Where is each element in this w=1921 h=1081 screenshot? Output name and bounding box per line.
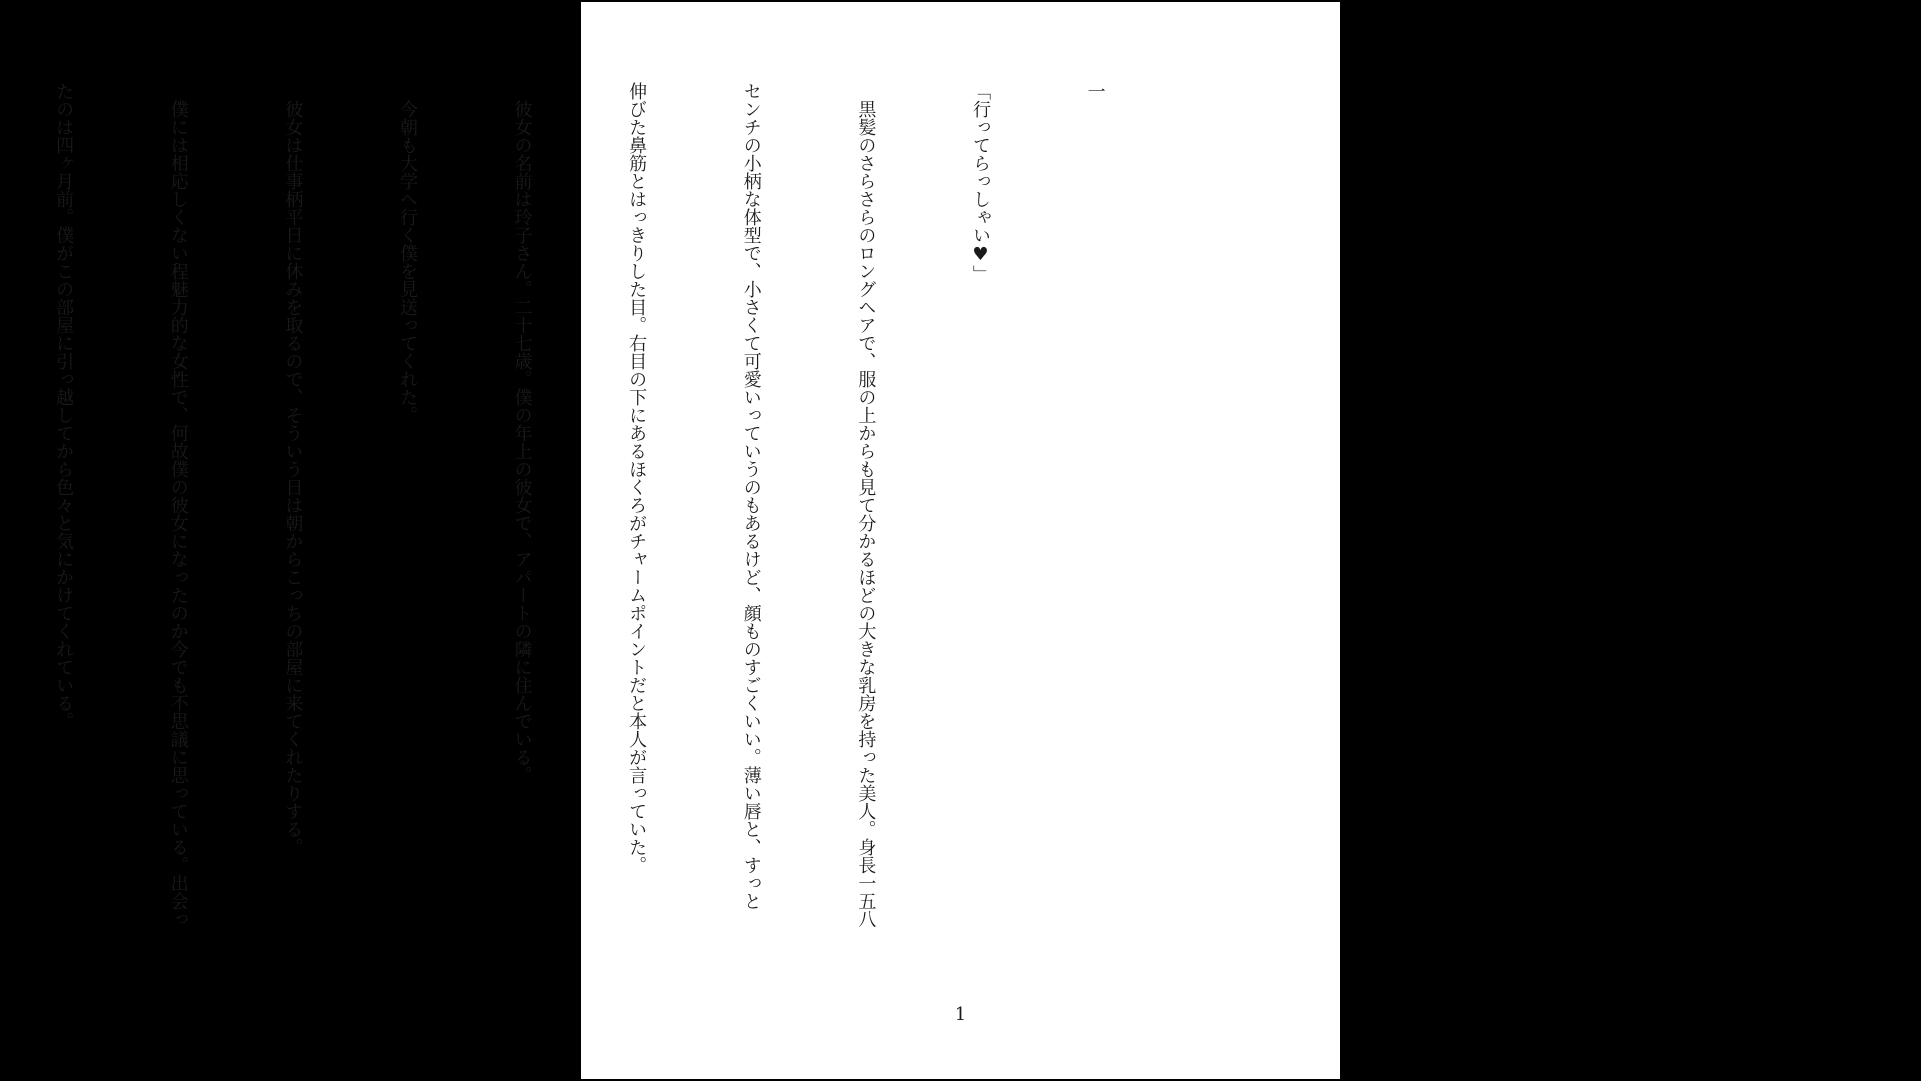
text-line: 僕には相応しくない程魅力的な女性で、何故僕の彼女になったのか今でも不思議に思っている。出会っ bbox=[167, 82, 189, 928]
text-line: 「行ってらっしゃい♥」 bbox=[969, 82, 991, 283]
text-line: 彼女は仕事柄平日に休みを取るので、そういう日は朝からこっちの部屋に来てくれたりする。 bbox=[282, 82, 304, 856]
vertical-text-block bbox=[0, 82, 1190, 1022]
text-line: たのは四ヶ月前。僕がこの部屋に引っ越してから色々と気にかけてくれている。 bbox=[53, 82, 75, 730]
document-page bbox=[53, 2, 1340, 1079]
page-number: 1 bbox=[954, 1004, 967, 1025]
text-line: 伸びた鼻筋とはっきりした目。右目の下にあるほくろがチャームポイントだと本人が言っていた。 bbox=[626, 82, 648, 874]
text-line: 今朝も大学へ行く僕を見送ってくれた。 bbox=[396, 82, 418, 424]
text-line: 黒髪のさらさらのロングヘアで、服の上からも見て分かるほどの大きな乳房を持った美人。身長一五八 bbox=[855, 82, 877, 928]
text-line: センチの小柄な体型で、小さくて可愛いっていうのもあるけど、顔ものすごくいい。薄い唇と、すっと bbox=[740, 82, 762, 910]
chapter-marker: 一 bbox=[1084, 82, 1106, 100]
text-line: 彼女の名前は玲子さん。二十七歳。僕の年上の彼女で、アパートの隣に住んでいる。 bbox=[511, 82, 533, 784]
